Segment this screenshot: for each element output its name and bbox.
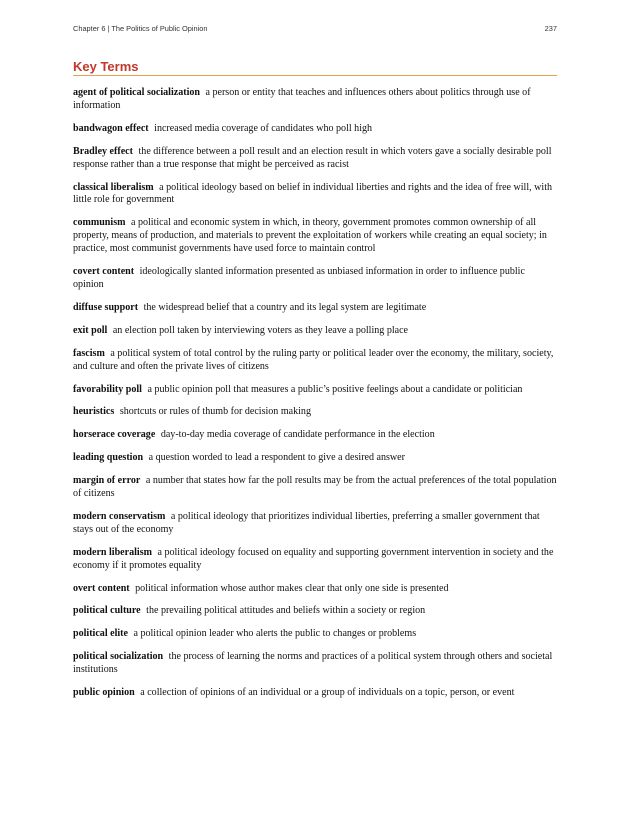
term-name: classical liberalism: [73, 181, 154, 193]
term-name: exit poll: [73, 324, 108, 336]
key-terms-list: [73, 87, 557, 710]
term-definition: a collection of opinions of an individual or a group of individuals on a topic, person, or event: [140, 687, 515, 699]
term-name: public opinion: [73, 687, 135, 699]
term-name: Bradley effect: [73, 145, 133, 157]
section-title: Key Terms: [73, 59, 139, 74]
glossary-entry: [73, 348, 557, 374]
header-separator: |: [107, 24, 110, 33]
term-definition: a political system of total control by the ruling party or political leader over the economy, the military, society, and culture and often the private lives of citizens: [73, 347, 554, 372]
term-definition: political information whose author makes clear that only one side is presented: [135, 582, 449, 594]
term-name: communism: [73, 217, 126, 229]
glossary-entry: [73, 325, 557, 338]
glossary-entry: [73, 583, 557, 596]
chapter-title: The Politics of Public Opinion: [111, 24, 208, 33]
glossary-entry: [73, 123, 557, 136]
term-definition: the prevailing political attitudes and beliefs within a society or region: [146, 605, 426, 617]
glossary-entry: [73, 511, 557, 537]
term-name: heuristics: [73, 406, 115, 418]
term-name: bandwagon effect: [73, 122, 149, 134]
term-definition: the difference between a poll result and an election result in which voters gave a socially desirable poll response rather than a true response that might be perceived as racist: [73, 145, 552, 170]
glossary-entry: [73, 651, 557, 677]
term-definition: a question worded to lead a respondent to give a desired answer: [148, 452, 405, 464]
term-definition: a political ideology based on belief in individual liberties and rights and the idea of free will, with little role for government: [73, 181, 553, 206]
term-name: leading question: [73, 452, 144, 464]
glossary-entry: [73, 406, 557, 419]
term-definition: the widespread belief that a country and its legal system are legitimate: [143, 301, 427, 313]
term-definition: an election poll taken by interviewing voters as they leave a polling place: [112, 324, 409, 336]
term-name: agent of political socialization: [73, 87, 200, 98]
glossary-entry: [73, 266, 557, 292]
term-definition: the process of learning the norms and practices of a political system through others and societal institutions: [73, 651, 553, 676]
term-name: fascism: [73, 347, 105, 359]
term-definition: a political ideology focused on equality and supporting government intervention in society and the economy if it promotes equality: [73, 546, 554, 571]
term-name: favorability poll: [73, 383, 142, 395]
glossary-entry: [73, 605, 557, 618]
term-name: modern liberalism: [73, 546, 152, 558]
chapter-prefix: Chapter 6: [73, 24, 106, 33]
term-name: covert content: [73, 266, 135, 278]
term-definition: a person or entity that teaches and influences others about politics through use of information: [73, 87, 531, 111]
glossary-entry: [73, 429, 557, 442]
term-name: political elite: [73, 628, 128, 640]
glossary-entry: [73, 182, 557, 208]
term-definition: ideologically slanted information presented as unbiased information in order to influence public opinion: [73, 266, 525, 290]
term-name: overt content: [73, 582, 130, 594]
term-name: margin of error: [73, 475, 141, 487]
term-name: modern conservatism: [73, 510, 166, 522]
term-definition: a political and economic system in which, in theory, government promotes common ownership of all property, means of production, and materials to prevent the exploitation of workers while creating an equal society; in practice, most communist governments have used force to maintain control: [73, 217, 547, 255]
term-definition: a political opinion leader who alerts the public to changes or problems: [133, 628, 417, 640]
glossary-entry: [73, 452, 557, 465]
title-divider: [73, 75, 557, 76]
term-definition: a political ideology that prioritizes individual liberties, preferring a smaller government that stays out of the economy: [73, 510, 540, 535]
glossary-entry: [73, 475, 557, 501]
glossary-entry: [73, 628, 557, 641]
term-name: political socialization: [73, 651, 164, 663]
glossary-entry: [73, 302, 557, 315]
glossary-entry: [73, 687, 557, 700]
term-definition: shortcuts or rules of thumb for decision making: [119, 406, 311, 418]
glossary-entry: [73, 384, 557, 397]
term-definition: a number that states how far the poll results may be from the actual preferences of the total population of citizens: [73, 475, 557, 500]
glossary-entry: [73, 217, 557, 256]
term-name: horserace coverage: [73, 429, 156, 441]
glossary-entry: [73, 146, 557, 172]
term-name: political culture: [73, 605, 141, 617]
term-definition: increased media coverage of candidates who poll high: [154, 122, 373, 134]
page-number: 237: [544, 24, 557, 33]
glossary-entry: [73, 87, 557, 113]
glossary-entry: [73, 547, 557, 573]
term-name: diffuse support: [73, 301, 139, 313]
term-definition: day-to-day media coverage of candidate performance in the election: [160, 429, 435, 441]
chapter-heading: [73, 24, 208, 33]
term-definition: a public opinion poll that measures a public’s positive feelings about a candidate or politician: [147, 383, 523, 395]
running-header: [73, 24, 557, 36]
